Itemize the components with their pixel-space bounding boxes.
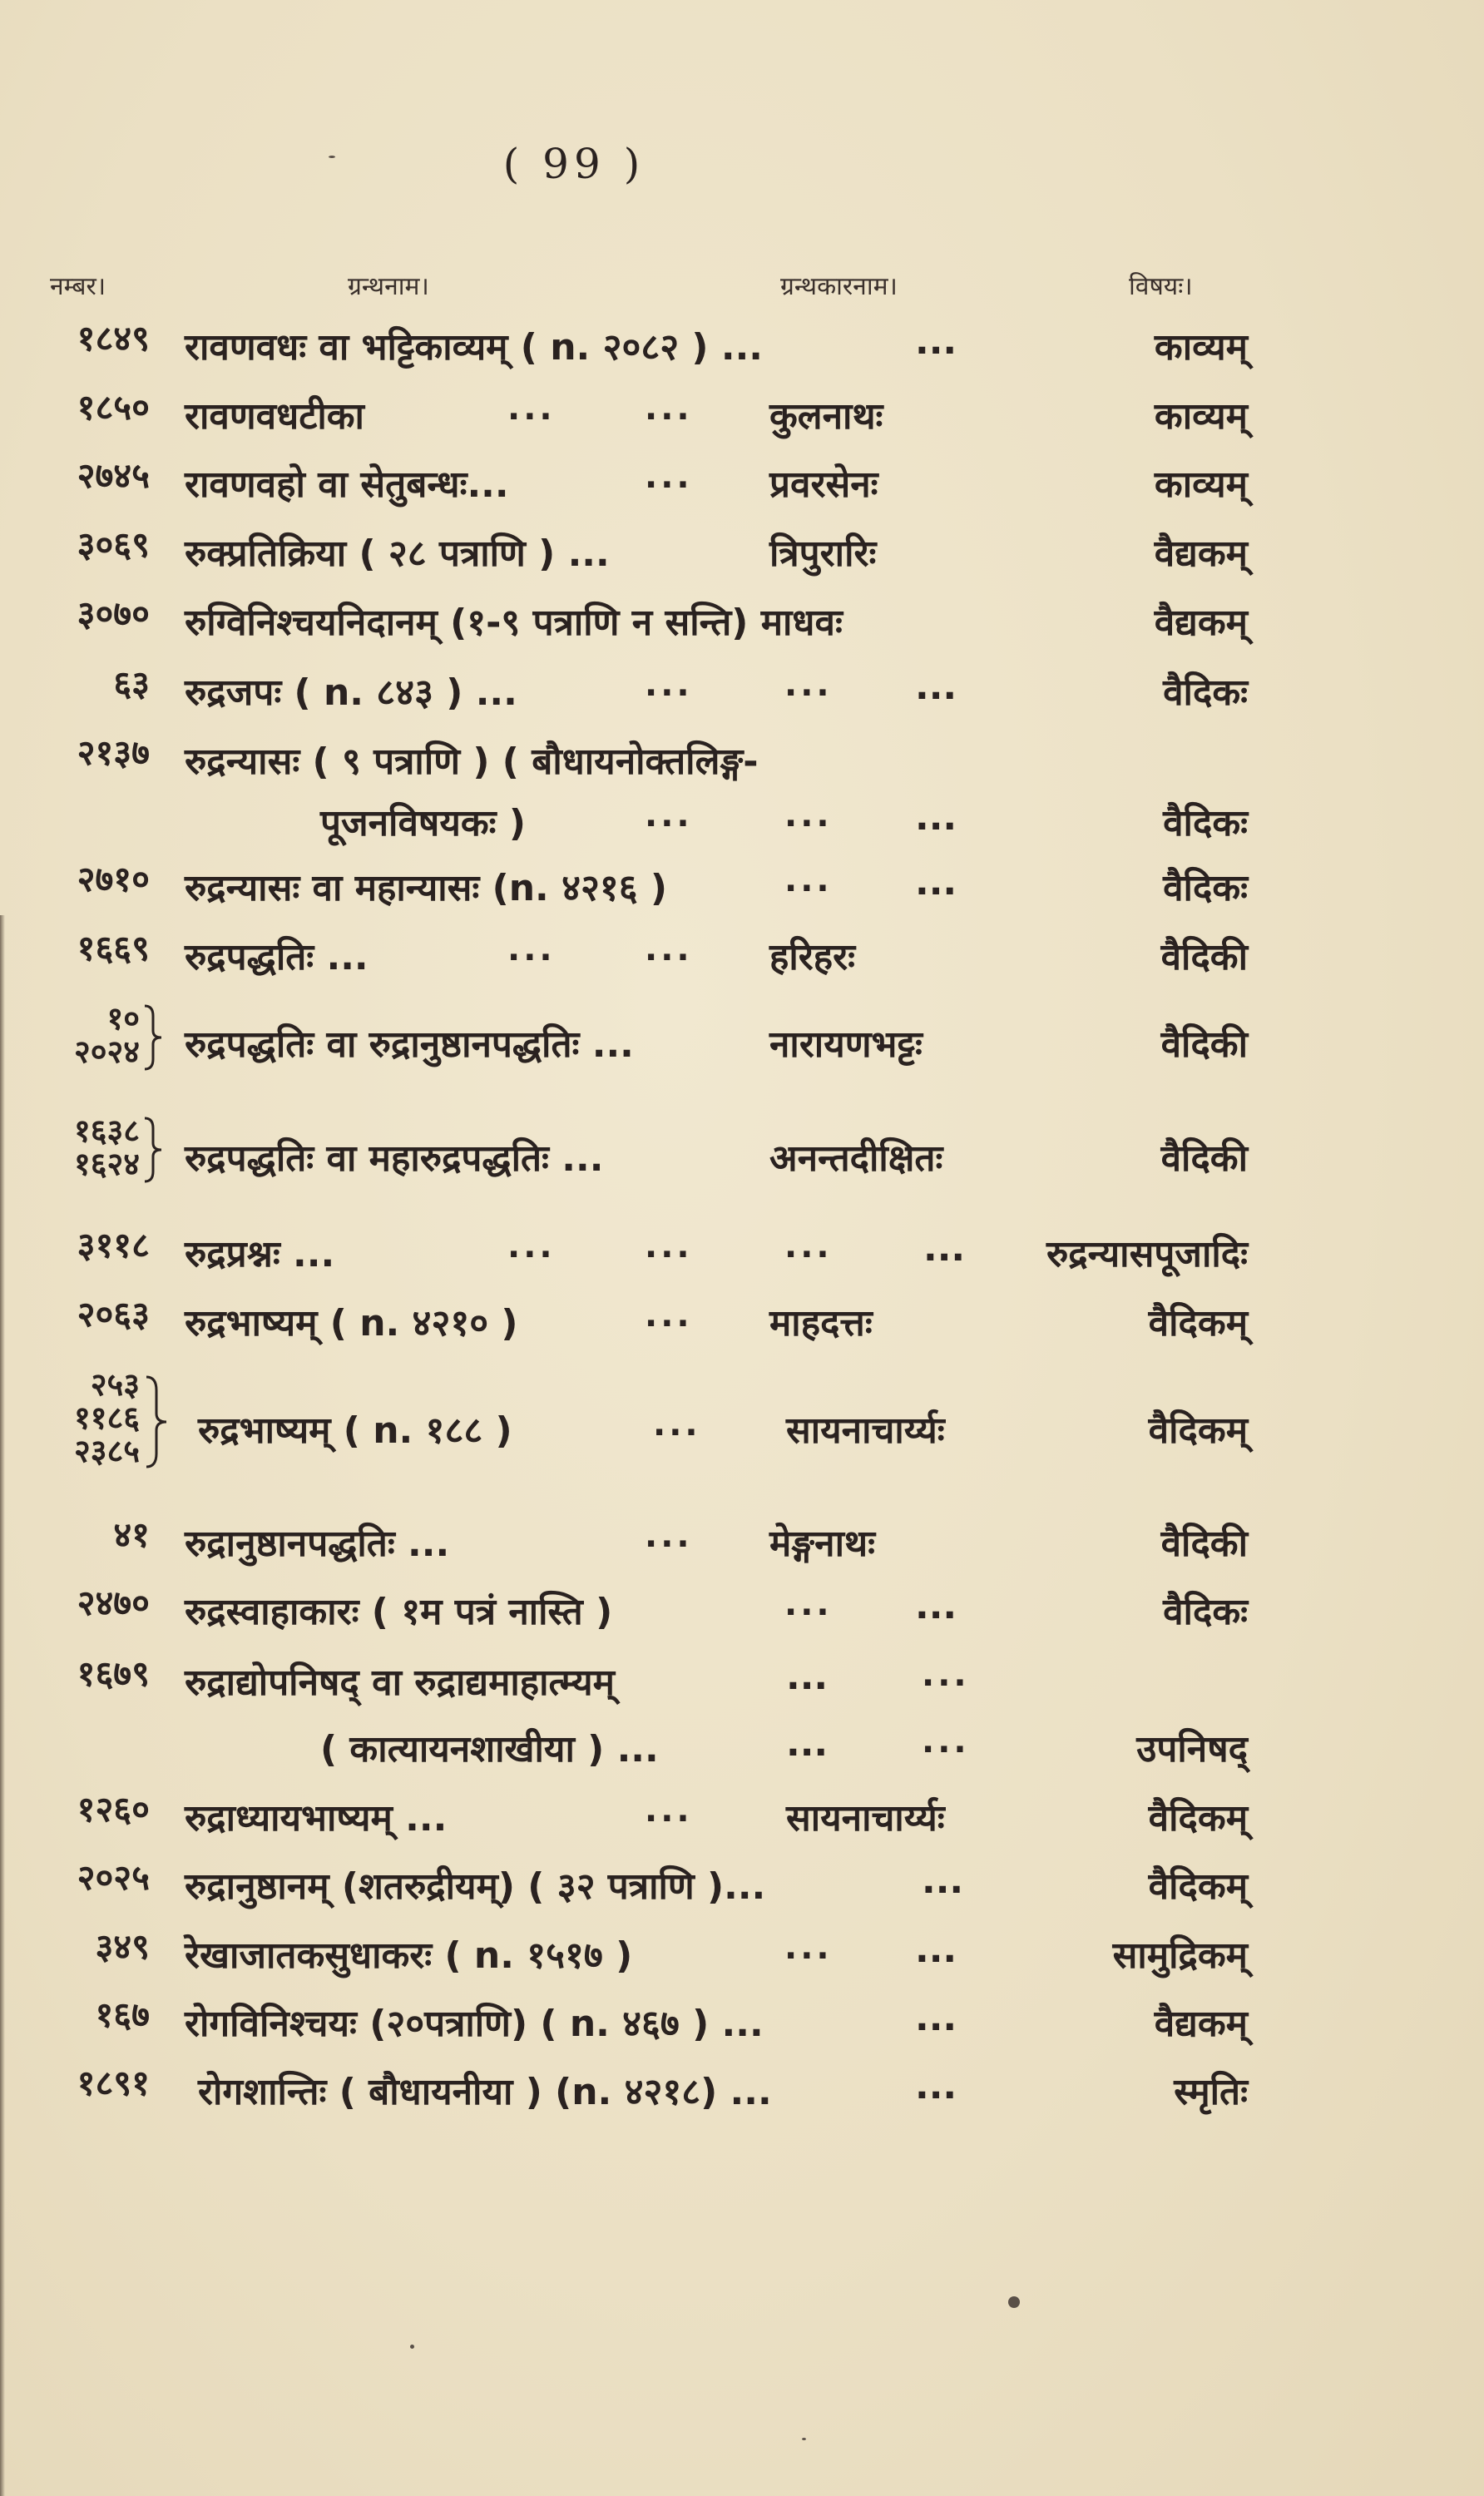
- entry-number: २०२५: [77, 1857, 150, 1898]
- entry-author: माहदत्तः: [769, 1302, 873, 1345]
- entry-subject: वैद्यकम्: [1154, 2003, 1248, 2045]
- leader-dots: ...: [507, 389, 556, 428]
- ink-speck: [802, 2438, 806, 2440]
- entry-number: १६७: [95, 1994, 150, 2035]
- entry-number: १६३८: [73, 1112, 140, 1149]
- brace-icon: [141, 1004, 165, 1071]
- entry-author: नारायणभट्टः: [769, 1023, 923, 1066]
- entry-title: रुद्रन्यासः ( ९ पत्राणि ) ( बौधायनोक्तलिङ्ग-: [185, 740, 759, 783]
- entry-author: प्रवरसेनः: [769, 463, 878, 506]
- entry-subject: स्मृतिः: [1174, 2071, 1248, 2113]
- leader-dots: ...: [645, 1517, 693, 1555]
- entry-number: ४१: [113, 1514, 150, 1555]
- entry-number: २७४५: [77, 455, 150, 496]
- entry-author: ...: [915, 2065, 957, 2107]
- entry-author: कुलनाथः: [769, 395, 883, 438]
- entry-author: ...: [915, 320, 957, 363]
- entry-subject: वैदिकी: [1160, 1137, 1248, 1180]
- entry-subject: सामुद्रिकम्: [1112, 1934, 1248, 1977]
- entry-author: ...: [786, 1656, 829, 1698]
- entry-number: ३११८: [77, 1225, 150, 1265]
- entry-title: रुद्रप्रश्नः ...: [185, 1233, 335, 1275]
- entry-author: ...: [915, 796, 957, 839]
- entry-subject: वैदिकी: [1160, 1523, 1248, 1565]
- entry-subject: वैदिकी: [1160, 936, 1248, 978]
- entry-title: रुद्रपद्धतिः ...: [185, 936, 369, 978]
- entry-subject: काव्यम्: [1154, 463, 1248, 506]
- entry-subject: उपनिषद्: [1136, 1728, 1248, 1770]
- entry-number-secondary: ११८६: [73, 1399, 140, 1436]
- entry-author: अनन्तदीक्षितः: [769, 1137, 943, 1180]
- leader-dots: ...: [645, 458, 693, 496]
- entry-title: रुद्रस्वाहाकारः ( १म पत्रं नास्ति ): [185, 1591, 613, 1633]
- entry-number: १२६०: [77, 1789, 150, 1830]
- entry-subject: वैद्यकम्: [1154, 602, 1248, 644]
- brace-icon: [141, 1117, 165, 1183]
- page-edge-shadow: [0, 915, 5, 2496]
- leader-dots: ...: [784, 796, 833, 834]
- entry-subject: वैदिकः: [1163, 802, 1248, 844]
- entry-author: सायनाचार्य्यः: [786, 1797, 945, 1840]
- entry-subject: वैदिकम्: [1148, 1409, 1248, 1452]
- entry-title: रावणवधः वा भट्टिकाव्यम् ( n. २०८२ ) ...: [185, 326, 764, 369]
- entry-title: रुद्राद्योपनिषद् वा रुद्राद्यमाहात्म्यम्: [185, 1662, 615, 1704]
- entry-number: ६३: [113, 663, 150, 704]
- entry-number: १०: [106, 1000, 140, 1037]
- entry-author: ...: [915, 666, 957, 708]
- entry-subject: वैदिकम्: [1148, 1865, 1248, 1908]
- entry-title: रावणवहो वा सेतुबन्धः...: [185, 463, 509, 506]
- entry-number: ३०७०: [77, 593, 150, 634]
- entry-author: ...: [915, 1929, 957, 1971]
- entry-number-tertiary: २३८५: [73, 1433, 140, 1469]
- entry-subject: वैदिकः: [1163, 671, 1248, 714]
- header-subject: विषयः।: [1129, 272, 1193, 301]
- leader-dots: ...: [784, 1227, 833, 1265]
- entry-title: रुद्रन्यासः वा महान्यासः (n. ४२१६ ): [185, 867, 668, 909]
- entry-title: ( कात्यायनशाखीया ) ...: [320, 1728, 659, 1770]
- page-number: ( 99 ): [502, 140, 646, 188]
- entry-title: रावणवधटीका: [185, 395, 364, 438]
- entry-subject: काव्यम्: [1154, 326, 1248, 369]
- entry-author: ...: [915, 861, 957, 904]
- leader-dots: ...: [784, 666, 833, 704]
- leader-dots: ...: [645, 1227, 693, 1265]
- entry-author: सायनाचार्य्यः: [786, 1409, 945, 1452]
- entry-title: रुद्रपद्धतिः वा रुद्रानुष्ठानपद्धतिः ...: [185, 1023, 634, 1066]
- leader-dots: ...: [645, 796, 693, 834]
- entry-number: २७१०: [77, 859, 150, 899]
- entry-title: रुद्रानुष्ठानम् (शतरुद्रीयम्) ( ३२ पत्राणि )...: [185, 1865, 766, 1908]
- entry-number: १८५०: [77, 387, 150, 428]
- entry-number: १८९१: [77, 2063, 150, 2103]
- entry-title: रुद्रभाष्यम् ( n. १८८ ): [198, 1409, 512, 1452]
- entry-title: रुद्रानुष्ठानपद्धतिः ...: [185, 1523, 450, 1565]
- entry-number: २०६३: [77, 1294, 150, 1335]
- entry-author: हरिहरः: [769, 936, 856, 978]
- entry-subject: वैदिकः: [1163, 867, 1248, 909]
- header-author: ग्रन्थकारनाम।: [780, 272, 898, 301]
- ink-speck: [329, 156, 335, 158]
- entry-subject: वैद्यकम्: [1154, 532, 1248, 575]
- leader-dots: ...: [507, 1227, 556, 1265]
- entry-author: ...: [786, 1722, 829, 1765]
- header-number: नम्बर।: [50, 272, 106, 301]
- leader-dots: ...: [784, 1585, 833, 1623]
- entry-number: २४७०: [77, 1582, 150, 1623]
- leader-dots: ...: [645, 1791, 693, 1830]
- entry-author: ...: [923, 1227, 966, 1270]
- brace-icon: [143, 1375, 170, 1468]
- leader-dots: ...: [922, 1722, 970, 1761]
- entry-subject: वैदिकी: [1160, 1023, 1248, 1066]
- leader-dots: ...: [507, 930, 556, 968]
- entry-title: रुद्रभाष्यम् ( n. ४२१० ): [185, 1302, 518, 1345]
- entry-author: ...: [915, 1585, 957, 1627]
- entry-number: २५३: [90, 1366, 140, 1403]
- entry-author: मेङ्गनाथः: [769, 1523, 875, 1565]
- entry-title: रेखाजातकसुधाकरः ( n. १५१७ ): [185, 1934, 633, 1977]
- entry-number: १६७९: [77, 1653, 150, 1694]
- leader-dots: ...: [645, 930, 693, 968]
- ink-speck: [1008, 2296, 1020, 2308]
- entry-title: रुक्प्रतिक्रिया ( २८ पत्राणि ) ...: [185, 532, 610, 575]
- entry-title: रुद्रपद्धतिः वा महारुद्रपद्धतिः ...: [185, 1137, 604, 1180]
- entry-subject: वैदिकम्: [1148, 1302, 1248, 1345]
- entry-number-secondary: १६२४: [73, 1146, 140, 1182]
- entry-title: रोगविनिश्चयः (२०पत्राणि) ( n. ४६७ ) ...: [185, 2003, 764, 2045]
- entry-number: ३०६९: [77, 524, 150, 565]
- leader-dots: ...: [653, 1405, 701, 1444]
- entry-subject: वैदिकम्: [1148, 1797, 1248, 1840]
- entry-author: त्रिपुरारिः: [769, 532, 877, 575]
- entry-author: ...: [922, 1860, 964, 1902]
- entry-number: १८४९: [77, 318, 150, 359]
- leader-dots: ...: [784, 861, 833, 899]
- entry-number: १६६९: [77, 928, 150, 968]
- entry-number: ३४९: [95, 1926, 150, 1967]
- ink-speck: [410, 2345, 414, 2349]
- entry-author: ...: [915, 1997, 957, 2039]
- entry-number: २१३७: [77, 732, 150, 773]
- entry-title: रुद्रजपः ( n. ८४३ ) ...: [185, 671, 517, 714]
- entry-title: रुग्विनिश्चयनिदानम् (१-९ पत्राणि न सन्ति) माधवः: [185, 602, 843, 644]
- entry-number-secondary: २०२४: [73, 1033, 140, 1070]
- entry-title: रोगशान्तिः ( बौधायनीया ) (n. ४२१८) ...: [198, 2071, 772, 2113]
- leader-dots: ...: [645, 1296, 693, 1335]
- entry-subject: वैदिकः: [1163, 1591, 1248, 1633]
- leader-dots: ...: [784, 1929, 833, 1967]
- leader-dots: ...: [922, 1656, 970, 1694]
- entry-subject: काव्यम्: [1154, 395, 1248, 438]
- entry-subject: रुद्रन्यासपूजादिः: [1046, 1233, 1248, 1275]
- entry-title: पूजनविषयकः ): [320, 802, 526, 844]
- leader-dots: ...: [645, 666, 693, 704]
- leader-dots: ...: [645, 389, 693, 428]
- entry-title: रुद्राध्यायभाष्यम् ...: [185, 1797, 448, 1840]
- header-name: ग्रन्थनाम।: [348, 272, 429, 301]
